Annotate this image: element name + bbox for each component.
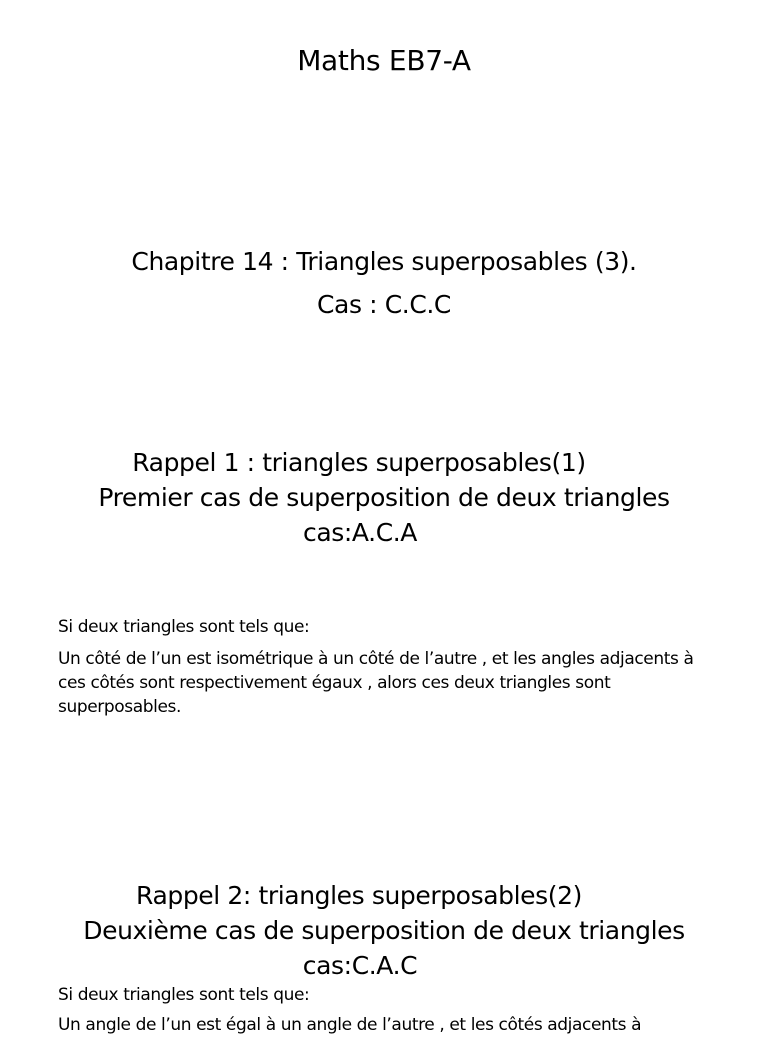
rappel-2-intro: Si deux triangles sont tels que: (58, 985, 310, 1005)
chapter-subtitle: Cas : C.C.C (317, 290, 451, 319)
rappel-2-line-1: Rappel 2: triangles superposables(2) (136, 881, 582, 910)
rappel-1-body: Un côté de l’un est isométrique à un côté de l’autre , et les angles adjacents à ces côtés sont respectivement égaux , alors ces deux triangles sont superposables. (58, 649, 694, 717)
rappel-2-line-3: cas:C.A.C (302, 951, 418, 980)
rappel-1-intro: Si deux triangles sont tels que: (58, 617, 310, 637)
rappel-1-line-2: Premier cas de superposition de deux triangles (98, 483, 670, 512)
rappel-2-heading (0, 878, 768, 983)
rappel-2-line-2: Deuxième cas de superposition de deux triangles (83, 916, 685, 945)
rappel-1-line-3: cas:A.C.A (302, 518, 418, 547)
rappel-1-line-1: Rappel 1 : triangles superposables(1) (132, 448, 586, 477)
chapter-title: Chapitre 14 : Triangles superposables (3). (131, 247, 637, 276)
rappel-1-heading (0, 445, 768, 550)
rappel-2-body: Un angle de l’un est égal à un angle de l’autre , et les côtés adjacents à (58, 1015, 642, 1035)
page-title: Maths EB7-A (297, 44, 471, 77)
